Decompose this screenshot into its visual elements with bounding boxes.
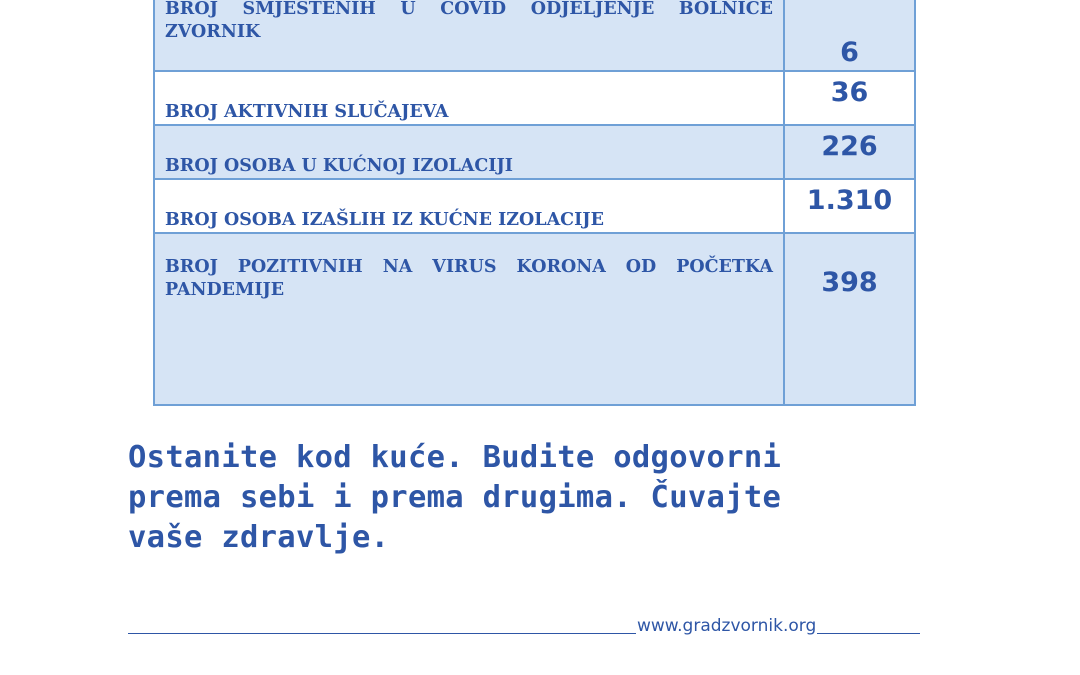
footer-rule-right [817, 633, 920, 634]
stat-value-home-isolation: 226 [784, 125, 915, 179]
stat-label-released-isolation: BROJ OSOBA IZAŠLIH IZ KUĆNE IZOLACIJE [154, 179, 784, 233]
table-row [154, 71, 915, 125]
table-row [154, 0, 915, 71]
stat-value-total-positive: 398 [784, 233, 915, 405]
stay-home-message [128, 438, 948, 558]
table-row [154, 125, 915, 179]
stat-value-active-cases: 36 [784, 71, 915, 125]
stat-label-hospitalized: BROJ SMJEŠTENIH U COVID ODJELJENJE BOLNICE ZVORNIK [154, 0, 784, 71]
stat-value-hospitalized: 6 [784, 0, 915, 71]
footer [128, 612, 920, 636]
table-row [154, 233, 915, 405]
website-link[interactable]: www.gradzvornik.org [637, 616, 817, 636]
stat-label-home-isolation: BROJ OSOBA U KUĆNOJ IZOLACIJI [154, 125, 784, 179]
covid-stats-table [153, 0, 916, 406]
stat-value-released-isolation: 1.310 [784, 179, 915, 233]
message-line: prema sebi i prema drugima. Čuvajte [128, 480, 782, 515]
stat-label-active-cases: BROJ AKTIVNIH SLUČAJEVA [154, 71, 784, 125]
message-line: vaše zdravlje. [128, 520, 390, 555]
footer-rule-left [128, 633, 636, 634]
stat-label-total-positive: BROJ POZITIVNIH NA VIRUS KORONA OD POČETKA PANDEMIJE [154, 233, 784, 405]
table-row [154, 179, 915, 233]
message-line: Ostanite kod kuće. Budite odgovorni [128, 440, 782, 475]
